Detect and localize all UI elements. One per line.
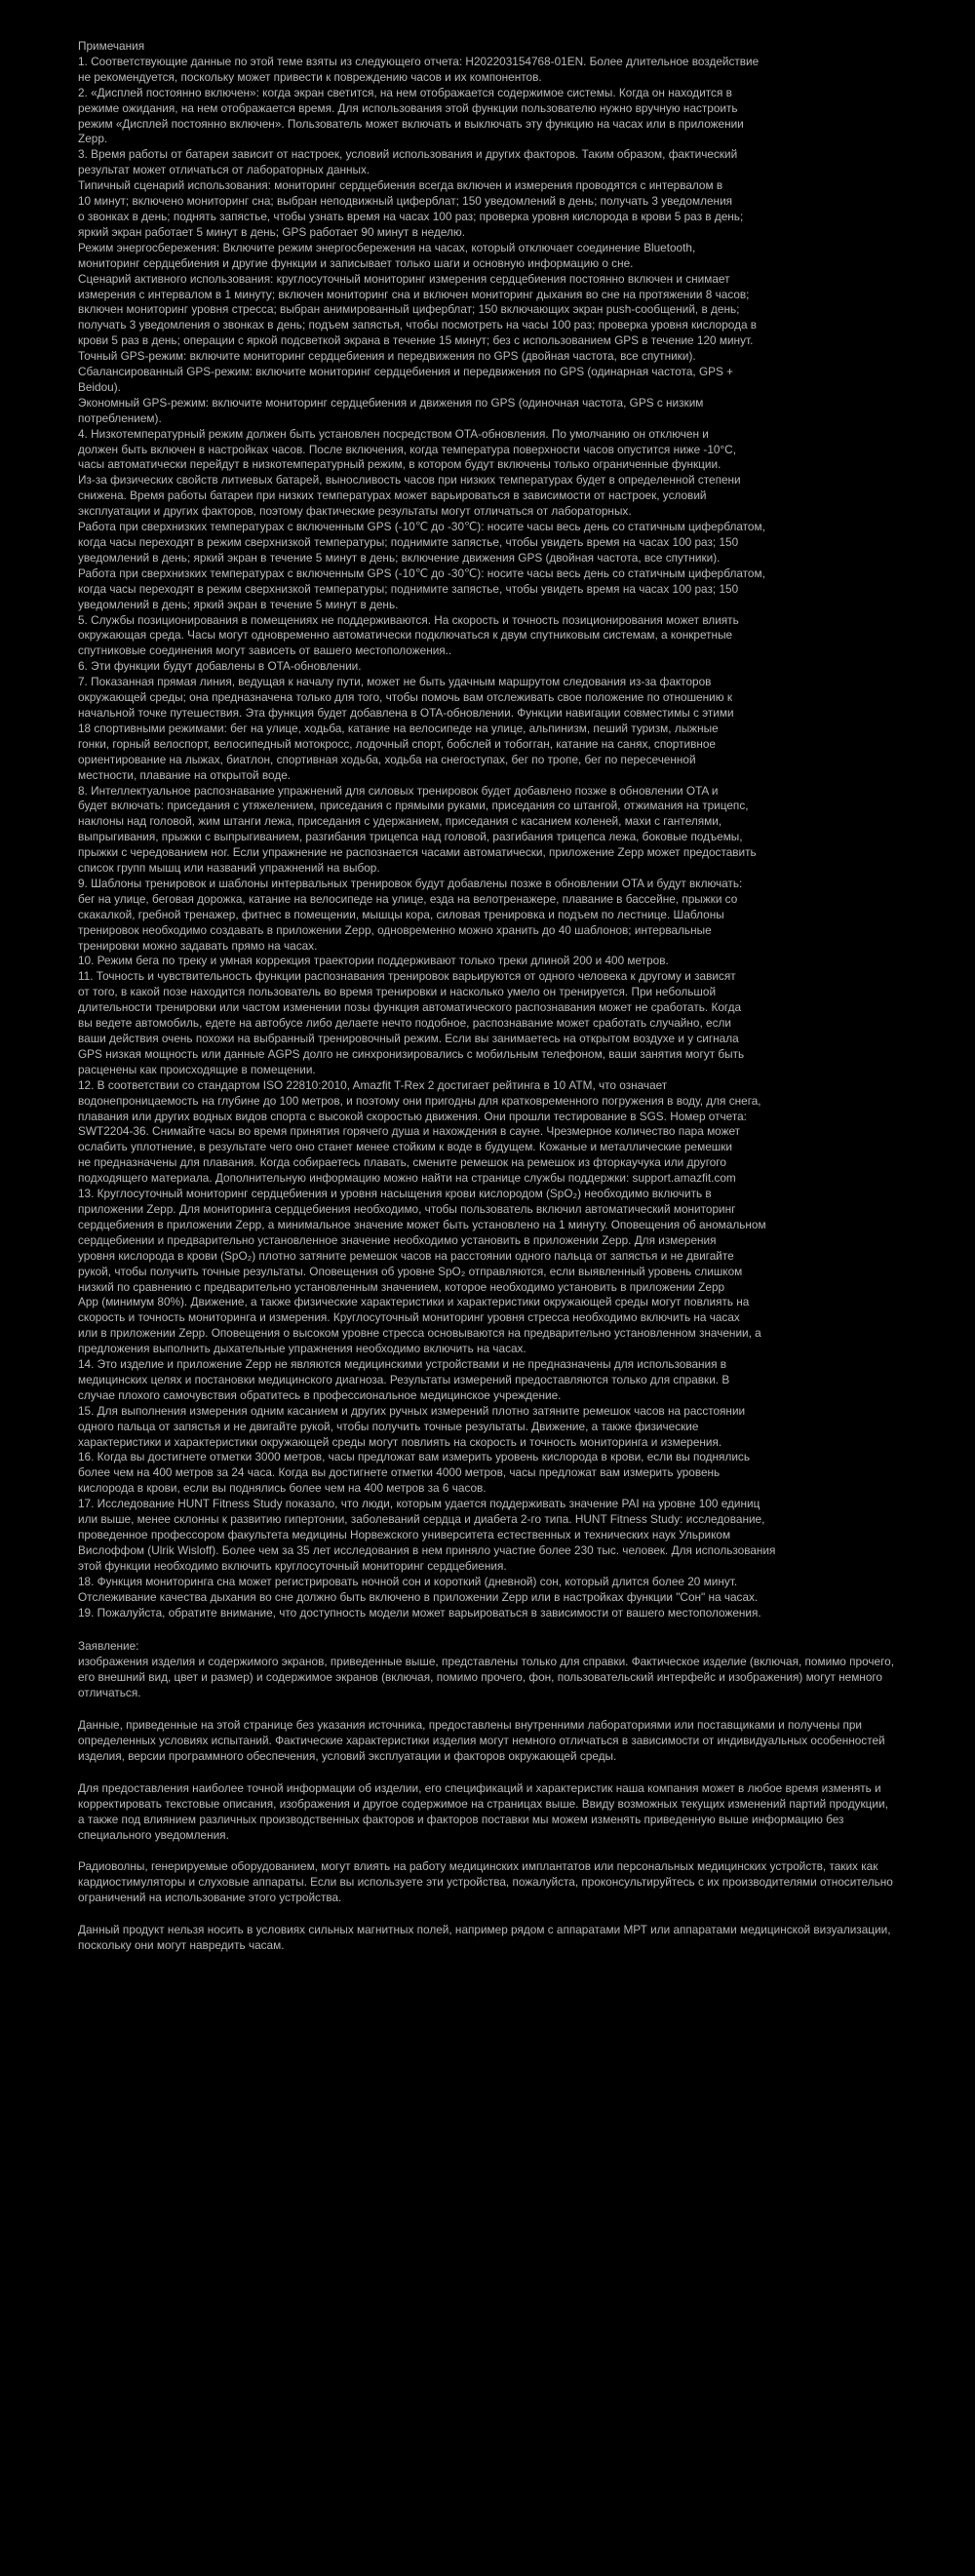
note-line: выпрыгивания, прыжки с выпрыгиванием, разгибания трицепса над головой, разгибания трицепса лежа, боковые подъемы,: [78, 830, 743, 844]
note-line: 18 спортивными режимами: бег на улице, ходьба, катание на велосипеде на улице, альпинизм, пеший туризм, лыжные: [78, 721, 719, 735]
note-line: яркий экран работает 5 минут в день; GPS работает 90 минут в неделю.: [78, 224, 466, 239]
note-line: расценены как происходящие в помещении.: [78, 1062, 316, 1076]
note-line: режим «Дисплей постоянно включен». Пользователь может включать и выключать эту функцию на часах или в приложении: [78, 116, 744, 131]
note-line: потреблением).: [78, 410, 162, 425]
note-line: 19. Пожалуйста, обратите внимание, что доступность модели может варьироваться в зависимости от вашего местоположения.: [78, 1605, 761, 1620]
note-line: проведенное профессором факультета медицины Норвежского университета естественных и технических наук Ульриком: [78, 1528, 731, 1542]
note-line: 5. Службы позиционирования в помещениях не поддерживаются. На скорость и точность позиционирования может влиять: [78, 612, 739, 627]
note-line: Сбалансированный GPS-режим: включите мониторинг сердцебиения и передвижения по GPS (одинарная частота, GPS +: [78, 365, 734, 379]
note-line: окружающая среда. Часы могут одновременно автоматически подключаться к двум спутниковым системам, а конкретные: [78, 628, 733, 643]
note-line: не предназначены для плавания. Когда собираетесь плавать, смените ремешок на ремешок из фторкаучука или другого: [78, 1155, 726, 1170]
note-line: будет включать: приседания с утяжелением, приседания с прямыми руками, приседания со штангой, отжимания на трицепс,: [78, 799, 749, 813]
note-line: окружающей среды; она предназначена только для того, чтобы помочь вам отслеживать свое положение по отношению к: [78, 690, 733, 705]
note-line: более чем на 400 метров за 24 часа. Когда вы достигнете отметки 4000 метров, часы предложат вам измерить уровень: [78, 1465, 721, 1480]
note-line: 16. Когда вы достигнете отметки 3000 метров, часы предложат вам измерить уровень кислорода в крови, если вы поднялись: [78, 1450, 750, 1464]
note-line: вы ведете автомобиль, едете на автобусе либо делаете нечто подобное, распознавание может сработать случайно, если: [78, 1016, 731, 1031]
note-line: случае плохого самочувствия обратитесь в профессиональное медицинское учреждение.: [78, 1387, 562, 1402]
note-line: 10. Режим бега по треку и умная коррекция траектории поддерживают только треки длиной 200 и 400 метров.: [78, 954, 669, 968]
statement-paragraph: Радиоволны, генерируемые оборудованием, могут влиять на работу медицинских имплантатов или персональных медицинских устройств, таких как кардиостимуляторы и слуховые аппараты. Если вы используете эти устройства, пожалуйста, проконсультируйтесь с их производителями относительно ограничений на использование этого устройства.: [78, 1859, 893, 1905]
note-line: сердцебиении и предварительно установленное значение необходимо установить в приложении Zepp. Для измерения: [78, 1232, 717, 1247]
note-line: Типичный сценарий использования: мониторинг сердцебиения всегда включен и измерения проводятся с интервалом в: [78, 178, 723, 193]
note-line: когда часы переходят в режим сверхнизкой температуры; поднимите запястье, чтобы увидеть время на часах 100 раз; 150: [78, 581, 739, 596]
note-line: Beidou).: [78, 379, 121, 394]
statement-section: [78, 1639, 897, 1954]
note-line: 13. Круглосуточный мониторинг сердцебиения и уровня насыщения крови кислородом (SpO₂) необходимо включить в: [78, 1187, 712, 1201]
note-line: App (минимум 80%). Движение, а также физические характеристики и характеристики окружающей среды могут повлиять на: [78, 1295, 750, 1309]
note-line: 14. Это изделие и приложение Zepp не являются медицинскими устройствами и не предназначены для использования в: [78, 1357, 727, 1372]
note-line: должен быть включен в настройках часов. После включения, когда температура поверхности часов опустится ниже -10°C,: [78, 442, 736, 456]
note-line: или выше, менее склонны к развитию гипертонии, заболеваний сердца и диабета 2-го типа. HUNT Fitness Study: исследование,: [78, 1512, 765, 1527]
note-line: 9. Шаблоны тренировок и шаблоны интервальных тренировок будут добавлены позже в обновлении OTA и будут включать:: [78, 876, 743, 890]
note-line: кислорода в крови, если вы поднялись более чем на 400 метров за 6 часов.: [78, 1481, 487, 1496]
note-line: 18. Функция мониторинга сна может регистрировать ночной сон и короткий (дневной) сон, который длится более 20 минут.: [78, 1574, 738, 1588]
note-line: 15. Для выполнения измерения одним касанием и других ручных измерений плотно затяните ремешок часов на расстоянии: [78, 1403, 746, 1418]
note-line: Из-за физических свойств литиевых батарей, выносливость часов при низких температурах будет в определенной степени: [78, 473, 741, 488]
note-line: 8. Интеллектуальное распознавание упражнений для силовых тренировок будет добавлено позже в обновлении OTA и: [78, 783, 719, 798]
note-line: длительности тренировки или частом изменении позы функция автоматического распознавания может не сработать. Когда: [78, 1000, 742, 1015]
note-line: Вислоффом (Ulrik Wisloff). Более чем за 35 лет исследования в нем приняло участие более 230 тыс. человек. Для использования: [78, 1542, 776, 1557]
note-line: уведомлений в день; яркий экран в течение 5 минут в день; включение движения GPS (двойная частота, все спутники).: [78, 550, 721, 565]
statement-paragraph: Для предоставления наиболее точной информации об изделии, его спецификаций и характеристик наша компания может в любое время изменять и корректировать текстовые описания, изображения и другое содержимое на страницах выше. Ввиду возможных текущих изменений партий продукции, а также под влиянием различных производственных факторов и факторов поставки мы можем изменять приведенную выше информацию без специального уведомления.: [78, 1780, 888, 1842]
note-line: Сценарий активного использования: круглосуточный мониторинг измерения сердцебиения постоянно включен и снимает: [78, 271, 730, 286]
note-line: гонки, горный велоспорт, велосипедный мотокросс, лодочный спорт, бобслей и тобогган, катание на санях, спортивное: [78, 736, 716, 751]
note-line: 10 минут; включено мониторинг сна; выбран неподвижный циферблат; 150 уведомлений в день; получать 3 уведомления: [78, 194, 733, 209]
note-line: 7. Показанная прямая линия, ведущая к началу пути, может не быть удачным маршрутом следования из-за факторов: [78, 675, 712, 689]
note-line: плавания или других водных видов спорта с высокой скоростью движения. Они прошли тестирование в SGS. Номер отчета:: [78, 1109, 747, 1123]
note-line: результат может отличаться от лабораторных данных.: [78, 163, 370, 177]
note-line: наклоны над головой, жим штанги лежа, приседания с удержанием, приседания с касанием коленей, махи с гантелями,: [78, 814, 722, 829]
note-line: 12. В соответствии со стандартом ISO 22810:2010, Amazfit T-Rex 2 достигает рейтинга в 10 ATM, что означает: [78, 1077, 668, 1092]
note-line: тренировки можно задавать прямо на часах.: [78, 938, 318, 953]
note-line: Отслеживание качества дыхания во сне должно быть включено в приложении Zepp или в настройках функции "Сон" на часах.: [78, 1589, 759, 1604]
note-line: 3. Время работы от батареи зависит от настроек, условий использования и других факторов. Таким образом, фактический: [78, 147, 738, 162]
note-line: Режим энергосбережения: Включите режим энергосбережения на часах, который отключает соединение Bluetooth,: [78, 240, 696, 254]
statement-paragraph: Данный продукт нельзя носить в условиях сильных магнитных полей, например рядом с аппаратами МРТ или аппаратами медицинской визуализации, поскольку они могут навредить часам.: [78, 1923, 891, 1953]
note-line: 17. Исследование HUNT Fitness Study показало, что люди, которым удается поддерживать значение PAI на уровне 100 единиц: [78, 1497, 760, 1511]
statement-paragraph: Данные, приведенные на этой странице без указания источника, предоставлены внутренними лабораториями или поставщиками и получены при определенных условиях испытаний. Фактические характеристики изделия могут немного отличаться в зависимости от индивидуальных особенностей изделия, версии программного обеспечения, условий эксплуатации и факторов окружающей среды.: [78, 1718, 885, 1763]
note-line: уведомлений в день; яркий экран в течение 5 минут в день.: [78, 597, 399, 611]
note-line: Экономный GPS-режим: включите мониторинг сердцебиения и движения по GPS (одиночная частота, GPS с низким: [78, 395, 704, 410]
note-line: низкий по сравнению с предварительно установленным значением, которое необходимо установить в приложении Zepp: [78, 1279, 725, 1294]
note-line: бег на улице, беговая дорожка, катание на велосипеде на улице, езда на велотренажере, плавание в бассейне, прыжки со: [78, 891, 738, 906]
note-line: рукой, чтобы получить точные результаты. Оповещения об уровне SpO₂ отправляются, если выявленный уровень слишком: [78, 1264, 743, 1278]
note-line: Точный GPS-режим: включите мониторинг сердцебиения и передвижения по GPS (двойная частота, все спутники).: [78, 349, 696, 364]
note-line: не рекомендуется, поскольку может привести к повреждению часов и их компонентов.: [78, 69, 542, 84]
note-line: ориентирование на лыжах, биатлон, спортивная ходьба, ходьба на снегоступах, бег по тропе, бег по пересеченной: [78, 752, 696, 766]
note-line: Работа при сверхнизких температурах с включенным GPS (-10℃ до -30℃): носите часы весь день со статичным циферблатом,: [78, 520, 765, 534]
statement-paragraph: изображения изделия и содержимого экранов, приведенные выше, представлены только для справки. Фактическое изделие (включая, помимо прочего, его внешний вид, цвет и размер) и содержимое экранов (включая, помимо прочего, фон, пользовательский интерфейс и изображения) могут немного отличаться.: [78, 1655, 894, 1700]
note-line: скорость и точность мониторинга и измерения. Круглосуточный мониторинг уровня стресса необходимо включить на часах: [78, 1310, 740, 1325]
note-line: уровня кислорода в крови (SpO₂) плотно затяните ремешок часов на расстоянии одного пальца от запястья и не двигайте: [78, 1248, 734, 1263]
note-line: приложении Zepp. Для мониторинга сердцебиения необходимо, чтобы пользователь включил автоматический мониторинг: [78, 1201, 736, 1216]
note-line: тренировок необходимо создавать в приложении Zepp, одновременно можно хранить до 40 шаблонов; интервальные: [78, 922, 712, 937]
note-line: 6. Эти функции будут добавлены в OTA-обновлении.: [78, 659, 362, 674]
note-line: или в приложении Zepp. Оповещения о высоком уровне стресса основываются на предварительно установленном значении, а: [78, 1326, 761, 1341]
note-line: Zepp.: [78, 132, 108, 146]
note-line: от того, в какой позе находится пользователь во время тренировки и насколько умело он тренируется. При небольшой: [78, 985, 717, 999]
note-line: одного пальца от запястья и не двигайте рукой, чтобы получить точные результаты. Движение, а также физические: [78, 1419, 699, 1433]
note-line: SWT2204-36. Снимайте часы во время принятия горячего душа и нахождения в сауне. Чрезмерное количество пара может: [78, 1124, 741, 1139]
note-line: список групп мышц или названий упражнений на выбор.: [78, 861, 380, 876]
note-line: крови 5 раз в день; операции с яркой подсветкой экрана в течение 15 минут; без с использованием GPS в течение 120 минут.: [78, 333, 754, 348]
note-line: прыжки с чередованием ног. Если упражнение не распознается часами автоматически, приложение Zepp может предоставить: [78, 845, 757, 860]
notes-title: Примечания: [78, 39, 145, 53]
note-line: подходящего материала. Дополнительную информацию можно найти на странице службы поддержки: support.amazfit.com: [78, 1171, 736, 1186]
note-line: медицинских целях и постановки медицинского диагноза. Результаты измерений предоставляются только для справки. В: [78, 1372, 730, 1386]
note-line: спутниковые соединения могут зависеть от вашего местоположения..: [78, 644, 452, 658]
note-line: характеристики и характеристики окружающей среды могут повлиять на скорость и точность мониторинга и измерения.: [78, 1434, 722, 1449]
note-line: этой функции необходимо включить круглосуточный мониторинг сердцебиения.: [78, 1558, 507, 1573]
statement-paragraphs: [78, 1655, 897, 1954]
note-line: ослабить уплотнение, в результате чего оно станет менее стойким к воде в будущем. Кожаные и металлические ремешки: [78, 1140, 732, 1154]
note-line: сердцебиения в приложении Zepp, а минимальное значение может быть установлено на 1 минуту. Оповещения об аномальном: [78, 1217, 766, 1231]
note-line: ваши действия очень похожи на выбранный тренировочный режим. Если вы занимаетесь на открытом воздухе и у сигнала: [78, 1032, 739, 1045]
note-line: 4. Низкотемпературный режим должен быть установлен посредством OTA-обновления. По умолчанию он отключен и: [78, 426, 709, 441]
note-line: 2. «Дисплей постоянно включен»: когда экран светится, на нем отображается содержимое системы. Когда он находится в: [78, 85, 732, 99]
note-line: водонепроницаемость на глубине до 100 метров, и поэтому они пригодны для кратковременного погружения в воду, для снега,: [78, 1093, 761, 1108]
note-line: GPS низкая мощность или данные AGPS долго не синхронизировались с мобильным телефоном, ваши занятия могут быть: [78, 1046, 745, 1061]
note-line: снижена. Время работы батареи при низких температурах может варьироваться в зависимости от настроек, условий: [78, 488, 707, 503]
note-line: Работа при сверхнизких температурах с включенным GPS (-10℃ до -30℃): носите часы весь день со статичным циферблатом,: [78, 566, 765, 580]
note-line: режиме ожидания, на нем отображается время. Для использования этой функции пользователю нужно вручную настроить: [78, 100, 738, 115]
notes-lines: [78, 55, 897, 1621]
note-line: получать 3 уведомления о звонках в день; подъем запястья, чтобы посмотреть на часы 100 раз; проверка уровня кислорода в: [78, 318, 758, 332]
note-line: мониторинг сердцебиения и другие функции и записывает только шаги и основную информацию о сне.: [78, 255, 634, 270]
note-line: часы автоматически перейдут в низкотемпературный режим, в котором будут включены только ограниченные функции.: [78, 457, 722, 472]
note-line: измерения с интервалом в 1 минуту; включен мониторинг сна и включен мониторинг дыхания во сне на протяжении 8 часов;: [78, 287, 750, 301]
note-line: начальной точке путешествия. Эта функция будет добавлена в OTA-обновлении. Функции навигации совместимы с этими: [78, 705, 734, 720]
notes-section: [78, 39, 897, 1620]
note-line: местности, плавание на открытой воде.: [78, 767, 292, 782]
note-line: о звонках в день; поднять запястье, чтобы узнать время на часах 100 раз; проверка уровня кислорода в крови 5 раз в день;: [78, 209, 744, 223]
note-line: предложения выполнить дыхательные упражнения необходимо включить на часах.: [78, 1342, 526, 1356]
note-line: скакалкой, гребной тренажер, фитнес в помещении, мышцы кора, силовая тренировка и подъем по лестнице. Шаблоны: [78, 907, 724, 921]
statement-title: Заявление:: [78, 1639, 139, 1654]
note-line: 11. Точность и чувствительность функции распознавания тренировок варьируются от одного человека к другому и зависят: [78, 969, 736, 984]
note-line: включен мониторинг уровня стресса; выбран анимированный циферблат; 150 включающих экран push-сообщений, в день;: [78, 302, 740, 317]
note-line: эксплуатации и других факторов, поэтому фактические результаты могут отличаться от лабораторных.: [78, 504, 632, 519]
note-line: 1. Соответствующие данные по этой теме взяты из следующего отчета: H202203154768-01EN. Более длительное воздействие: [78, 54, 760, 68]
note-line: когда часы переходят в режим сверхнизкой температуры; поднимите запястье, чтобы увидеть время на часах 100 раз; 150: [78, 535, 739, 549]
